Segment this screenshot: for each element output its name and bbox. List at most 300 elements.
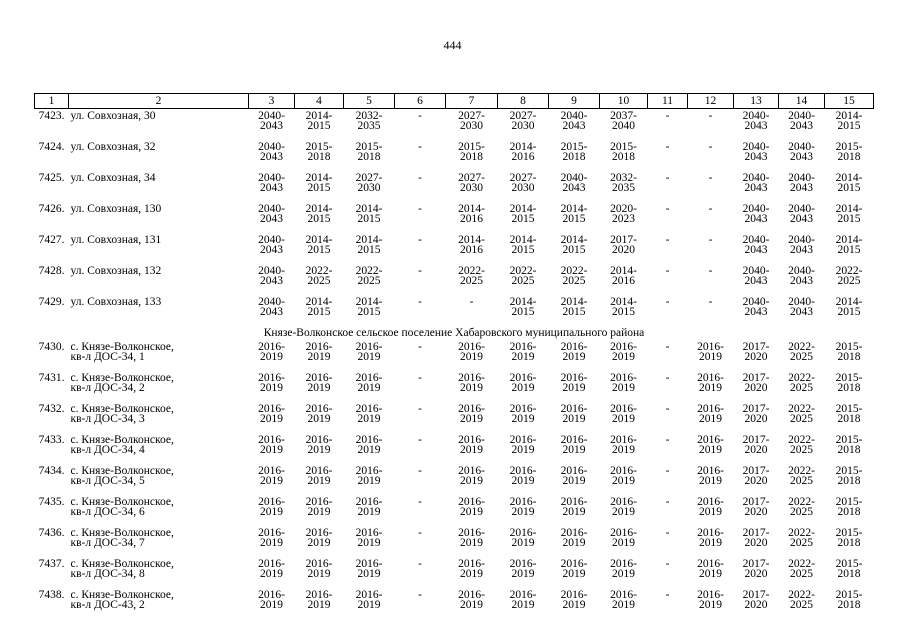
period-cell xyxy=(734,464,779,495)
period-start: 2015- xyxy=(835,558,863,570)
address-line-2: кв-л ДОС-34, 7 xyxy=(70,537,145,549)
period-cell xyxy=(249,340,295,371)
period-start: 2040- xyxy=(742,265,770,277)
period-start: - xyxy=(708,141,713,153)
period-end: 2019 xyxy=(307,537,331,549)
period-start: 2016- xyxy=(560,434,588,446)
address-cell xyxy=(69,295,249,326)
period-end: 2043 xyxy=(744,182,768,194)
period-end: 2016 xyxy=(511,151,535,163)
period-cell xyxy=(779,340,825,371)
period-start: 2022- xyxy=(788,558,815,570)
header-cell: 8 xyxy=(498,94,549,109)
period-cell xyxy=(295,526,344,557)
period-end: 2043 xyxy=(744,151,768,163)
period-start: 2014- xyxy=(835,296,863,308)
address-line: с. Князе-Волконское, xyxy=(70,496,174,508)
period-start: - xyxy=(665,589,670,601)
period-start: 2016- xyxy=(697,496,724,508)
period-end: 2020 xyxy=(744,351,768,363)
period-cell xyxy=(734,295,779,326)
period-end: 2019 xyxy=(357,382,381,394)
header-cell: 4 xyxy=(295,94,344,109)
period-end: 2015 xyxy=(612,306,635,318)
period-cell xyxy=(498,233,549,264)
period-start: 2016- xyxy=(509,496,537,508)
header-cell: 9 xyxy=(549,94,600,109)
period-start: 2015- xyxy=(835,403,863,415)
period-cell xyxy=(295,233,344,264)
period-end: 2019 xyxy=(260,568,283,580)
period-start: - xyxy=(418,496,422,508)
period-end: 2015 xyxy=(357,306,381,318)
period-start: 2016- xyxy=(697,558,724,570)
period-cell xyxy=(446,464,498,495)
period-end: 2019 xyxy=(699,413,722,425)
period-end: 2018 xyxy=(837,475,861,487)
row-number: 7424. xyxy=(38,141,65,153)
period-cell xyxy=(344,233,395,264)
period-start: 2016- xyxy=(355,341,383,353)
period-cell xyxy=(295,371,344,402)
period-start: - xyxy=(708,172,713,184)
period-end: 2018 xyxy=(837,413,861,425)
period-cell xyxy=(825,340,874,371)
period-cell xyxy=(344,264,395,295)
period-start: 2016- xyxy=(610,558,637,570)
period-cell xyxy=(498,202,549,233)
period-cell xyxy=(825,557,874,588)
period-start: 2016- xyxy=(258,496,285,508)
period-start: 2040- xyxy=(258,172,285,184)
period-start: 2016- xyxy=(560,341,588,353)
period-start: 2017- xyxy=(742,372,770,384)
period-start: 2017- xyxy=(610,234,637,246)
period-cell xyxy=(825,402,874,433)
period-start: 2016- xyxy=(697,465,724,477)
period-cell xyxy=(779,557,825,588)
period-cell xyxy=(249,402,295,433)
period-cell xyxy=(295,588,344,619)
period-cell xyxy=(249,433,295,464)
period-end: 2030 xyxy=(511,120,535,132)
period-start: - xyxy=(665,172,670,184)
period-end: 2020 xyxy=(744,568,768,580)
period-cell xyxy=(395,295,446,326)
period-cell xyxy=(779,495,825,526)
period-start: 2016- xyxy=(305,434,333,446)
period-start: 2032- xyxy=(610,172,637,184)
table-row xyxy=(35,109,874,141)
period-start: 2027- xyxy=(355,172,383,184)
address-line: с. Князе-Волконское, xyxy=(70,527,174,539)
period-cell xyxy=(600,495,648,526)
period-cell xyxy=(295,402,344,433)
period-cell xyxy=(446,264,498,295)
address-line: с. Князе-Волконское, xyxy=(70,434,174,446)
period-end: 2019 xyxy=(260,475,283,487)
period-cell xyxy=(498,264,549,295)
period-cell xyxy=(549,171,600,202)
period-cell xyxy=(249,557,295,588)
period-start: 2014- xyxy=(560,234,588,246)
period-end: 2025 xyxy=(357,275,381,287)
period-start: - xyxy=(418,465,422,477)
period-end: 2015 xyxy=(837,213,861,225)
period-end: 2019 xyxy=(260,382,283,394)
period-start: 2015- xyxy=(835,372,863,384)
period-end: 2019 xyxy=(307,568,331,580)
row-number: 7433. xyxy=(38,434,65,446)
period-cell xyxy=(498,557,549,588)
period-cell xyxy=(295,264,344,295)
period-start: 2016- xyxy=(355,372,383,384)
period-end: 2019 xyxy=(460,537,483,549)
address-cell xyxy=(69,526,249,557)
period-cell xyxy=(779,264,825,295)
period-end: 2025 xyxy=(790,444,813,456)
period-start: 2015- xyxy=(305,141,333,153)
period-end: 2019 xyxy=(260,599,283,611)
period-start: 2040- xyxy=(258,110,285,122)
period-start: 2016- xyxy=(355,589,383,601)
period-end: 2019 xyxy=(511,444,535,456)
period-start: 2040- xyxy=(742,296,770,308)
period-end: 2030 xyxy=(511,182,535,194)
period-start: 2016- xyxy=(610,403,637,415)
period-cell xyxy=(549,109,600,141)
period-start: 2022- xyxy=(788,465,815,477)
row-number: 7427. xyxy=(38,234,65,246)
address-cell xyxy=(69,340,249,371)
period-end: 2015 xyxy=(562,244,586,256)
period-start: 2016- xyxy=(697,341,724,353)
period-cell xyxy=(600,526,648,557)
period-start: - xyxy=(665,527,670,539)
period-end: 2019 xyxy=(612,351,635,363)
period-start: 2016- xyxy=(305,496,333,508)
period-start: - xyxy=(665,141,670,153)
header-cell: 10 xyxy=(600,94,648,109)
period-cell xyxy=(446,109,498,141)
period-start: - xyxy=(418,172,422,184)
period-cell xyxy=(295,557,344,588)
period-cell xyxy=(825,140,874,171)
row-number: 7432. xyxy=(38,403,65,415)
period-end: 2043 xyxy=(790,182,813,194)
period-cell xyxy=(549,495,600,526)
period-start: 2016- xyxy=(509,465,537,477)
period-cell xyxy=(344,526,395,557)
period-cell xyxy=(249,526,295,557)
period-start: 2022- xyxy=(788,403,815,415)
period-cell xyxy=(295,340,344,371)
period-start: 2016- xyxy=(509,341,537,353)
address-cell xyxy=(69,202,249,233)
period-cell xyxy=(648,588,688,619)
period-cell xyxy=(779,464,825,495)
period-start: 2022- xyxy=(788,527,815,539)
period-start: 2037- xyxy=(610,110,637,122)
address-cell xyxy=(69,109,249,141)
period-start: 2040- xyxy=(560,110,588,122)
period-cell xyxy=(825,233,874,264)
table-row xyxy=(35,295,874,326)
period-start: - xyxy=(665,265,670,277)
period-start: 2022- xyxy=(788,434,815,446)
period-cell xyxy=(825,495,874,526)
period-cell xyxy=(648,233,688,264)
table-row xyxy=(35,140,874,171)
period-cell xyxy=(734,140,779,171)
period-end: 2018 xyxy=(837,568,861,580)
period-cell xyxy=(688,526,734,557)
period-end: 2019 xyxy=(307,351,331,363)
table-row xyxy=(35,433,874,464)
period-cell xyxy=(446,526,498,557)
period-start: 2015- xyxy=(610,141,637,153)
period-cell xyxy=(549,402,600,433)
period-cell xyxy=(395,202,446,233)
address-line: ул. Совхозная, 30 xyxy=(70,110,156,122)
period-start: - xyxy=(708,110,713,122)
period-cell xyxy=(734,526,779,557)
period-end: 2019 xyxy=(460,444,483,456)
period-end: 2025 xyxy=(790,413,813,425)
period-start: 2022- xyxy=(355,265,383,277)
period-end: 2018 xyxy=(562,151,586,163)
period-start: 2016- xyxy=(355,527,383,539)
address-line-2: кв-л ДОС-34, 2 xyxy=(70,382,145,394)
period-end: 2019 xyxy=(357,599,381,611)
period-start: 2022- xyxy=(458,265,485,277)
period-end: 2015 xyxy=(307,120,331,132)
row-number: 7423. xyxy=(38,110,65,122)
period-end: 2019 xyxy=(357,351,381,363)
period-cell xyxy=(446,402,498,433)
period-end: 2025 xyxy=(790,506,813,518)
address-cell xyxy=(69,140,249,171)
period-start: 2040- xyxy=(742,141,770,153)
period-start: - xyxy=(418,341,422,353)
address-line-2: кв-л ДОС-34, 8 xyxy=(70,568,145,580)
period-end: 2019 xyxy=(562,599,586,611)
period-end: 2019 xyxy=(562,475,586,487)
period-start: 2015- xyxy=(835,141,863,153)
period-end: 2043 xyxy=(260,120,283,132)
period-start: 2016- xyxy=(305,372,333,384)
period-end: 2019 xyxy=(699,537,722,549)
period-start: 2016- xyxy=(305,558,333,570)
table-row xyxy=(35,202,874,233)
period-cell xyxy=(344,340,395,371)
period-start: 2027- xyxy=(458,172,485,184)
period-end: 2019 xyxy=(260,444,283,456)
period-start: 2014- xyxy=(305,234,333,246)
period-cell xyxy=(688,495,734,526)
period-end: 2019 xyxy=(460,475,483,487)
period-end: 2043 xyxy=(260,244,283,256)
period-cell xyxy=(825,295,874,326)
section-row xyxy=(35,326,874,340)
period-start: 2016- xyxy=(458,527,485,539)
period-end: 2019 xyxy=(460,382,483,394)
period-start: - xyxy=(665,341,670,353)
period-cell xyxy=(648,202,688,233)
period-start: - xyxy=(665,434,670,446)
period-end: 2018 xyxy=(837,351,861,363)
period-start: - xyxy=(665,558,670,570)
period-cell xyxy=(648,464,688,495)
period-cell xyxy=(600,464,648,495)
period-start: 2016- xyxy=(258,589,285,601)
period-end: 2019 xyxy=(307,599,331,611)
period-cell xyxy=(498,433,549,464)
period-end: 2025 xyxy=(307,275,331,287)
period-cell xyxy=(779,140,825,171)
period-cell xyxy=(295,464,344,495)
period-cell xyxy=(600,109,648,141)
period-end: 2025 xyxy=(790,351,813,363)
period-cell xyxy=(249,202,295,233)
period-end: 2025 xyxy=(790,382,813,394)
period-start: 2016- xyxy=(610,589,637,601)
period-cell xyxy=(600,433,648,464)
period-cell xyxy=(446,202,498,233)
period-end: 2018 xyxy=(837,382,861,394)
period-end: 2020 xyxy=(612,244,635,256)
period-cell xyxy=(295,171,344,202)
period-start: 2014- xyxy=(355,203,383,215)
period-end: 2030 xyxy=(460,182,483,194)
period-end: 2019 xyxy=(699,444,722,456)
period-start: 2040- xyxy=(258,141,285,153)
period-start: 2016- xyxy=(560,589,588,601)
period-start: 2016- xyxy=(458,341,485,353)
period-end: 2018 xyxy=(837,537,861,549)
period-end: 2043 xyxy=(790,275,813,287)
period-start: 2015- xyxy=(835,434,863,446)
period-start: - xyxy=(418,203,422,215)
period-end: 2015 xyxy=(357,244,381,256)
period-start: 2016- xyxy=(305,589,333,601)
period-end: 2019 xyxy=(511,413,535,425)
period-start: - xyxy=(665,203,670,215)
period-cell xyxy=(688,433,734,464)
period-cell xyxy=(600,402,648,433)
period-end: 2019 xyxy=(699,351,722,363)
period-cell xyxy=(648,371,688,402)
period-cell xyxy=(779,171,825,202)
period-end: 2043 xyxy=(562,182,586,194)
period-end: 2019 xyxy=(612,568,635,580)
period-start: - xyxy=(418,589,422,601)
table-row xyxy=(35,557,874,588)
period-end: 2043 xyxy=(744,213,768,225)
period-start: 2014- xyxy=(509,141,537,153)
period-end: 2020 xyxy=(744,444,768,456)
period-cell xyxy=(779,233,825,264)
period-start: 2017- xyxy=(742,527,770,539)
period-end: 2015 xyxy=(562,213,586,225)
period-cell xyxy=(549,588,600,619)
period-start: - xyxy=(665,403,670,415)
period-cell xyxy=(395,557,446,588)
period-end: 2043 xyxy=(744,244,768,256)
period-cell xyxy=(779,202,825,233)
period-start: 2016- xyxy=(560,496,588,508)
period-end: 2018 xyxy=(837,599,861,611)
period-cell xyxy=(395,140,446,171)
period-end: 2043 xyxy=(790,151,813,163)
period-cell xyxy=(600,233,648,264)
period-end: 2019 xyxy=(357,568,381,580)
period-end: 2015 xyxy=(307,244,331,256)
period-end: 2043 xyxy=(260,306,283,318)
period-cell xyxy=(395,340,446,371)
period-start: 2016- xyxy=(258,434,285,446)
page-number: 444 xyxy=(443,38,462,52)
period-end: 2020 xyxy=(744,413,768,425)
period-start: 2022- xyxy=(788,341,815,353)
period-end: 2019 xyxy=(511,599,535,611)
period-end: 2015 xyxy=(307,213,331,225)
period-start: 2022- xyxy=(788,589,815,601)
table-row xyxy=(35,171,874,202)
period-start: 2040- xyxy=(788,265,815,277)
period-end: 2035 xyxy=(357,120,381,132)
address-line: ул. Совхозная, 32 xyxy=(70,141,156,153)
row-number: 7425. xyxy=(38,172,65,184)
period-end: 2020 xyxy=(744,537,768,549)
period-start: 2014- xyxy=(509,234,537,246)
period-end: 2019 xyxy=(612,537,635,549)
period-cell xyxy=(734,557,779,588)
period-cell xyxy=(600,371,648,402)
period-end: 2025 xyxy=(790,568,813,580)
period-end: 2030 xyxy=(357,182,381,194)
period-cell xyxy=(734,495,779,526)
period-end: 2025 xyxy=(562,275,586,287)
period-start: 2016- xyxy=(509,589,537,601)
table-row xyxy=(35,371,874,402)
period-cell xyxy=(825,464,874,495)
period-start: 2016- xyxy=(610,341,637,353)
period-cell xyxy=(688,588,734,619)
schedule-table xyxy=(34,93,874,619)
address-line: ул. Совхозная, 130 xyxy=(70,203,162,215)
period-end: 2019 xyxy=(562,351,586,363)
period-cell xyxy=(249,371,295,402)
period-start: 2014- xyxy=(305,203,333,215)
period-cell xyxy=(498,402,549,433)
period-start: 2040- xyxy=(258,296,285,308)
period-start: 2017- xyxy=(742,589,770,601)
period-cell xyxy=(446,233,498,264)
period-cell xyxy=(734,171,779,202)
address-cell xyxy=(69,233,249,264)
period-end: 2019 xyxy=(511,382,535,394)
period-cell xyxy=(648,171,688,202)
table-row xyxy=(35,340,874,371)
period-start: 2017- xyxy=(742,558,770,570)
period-start: - xyxy=(469,296,474,308)
period-start: 2016- xyxy=(509,558,537,570)
period-start: 2016- xyxy=(560,558,588,570)
period-end: 2035 xyxy=(612,182,635,194)
row-number: 7426. xyxy=(38,203,65,215)
period-cell xyxy=(498,295,549,326)
